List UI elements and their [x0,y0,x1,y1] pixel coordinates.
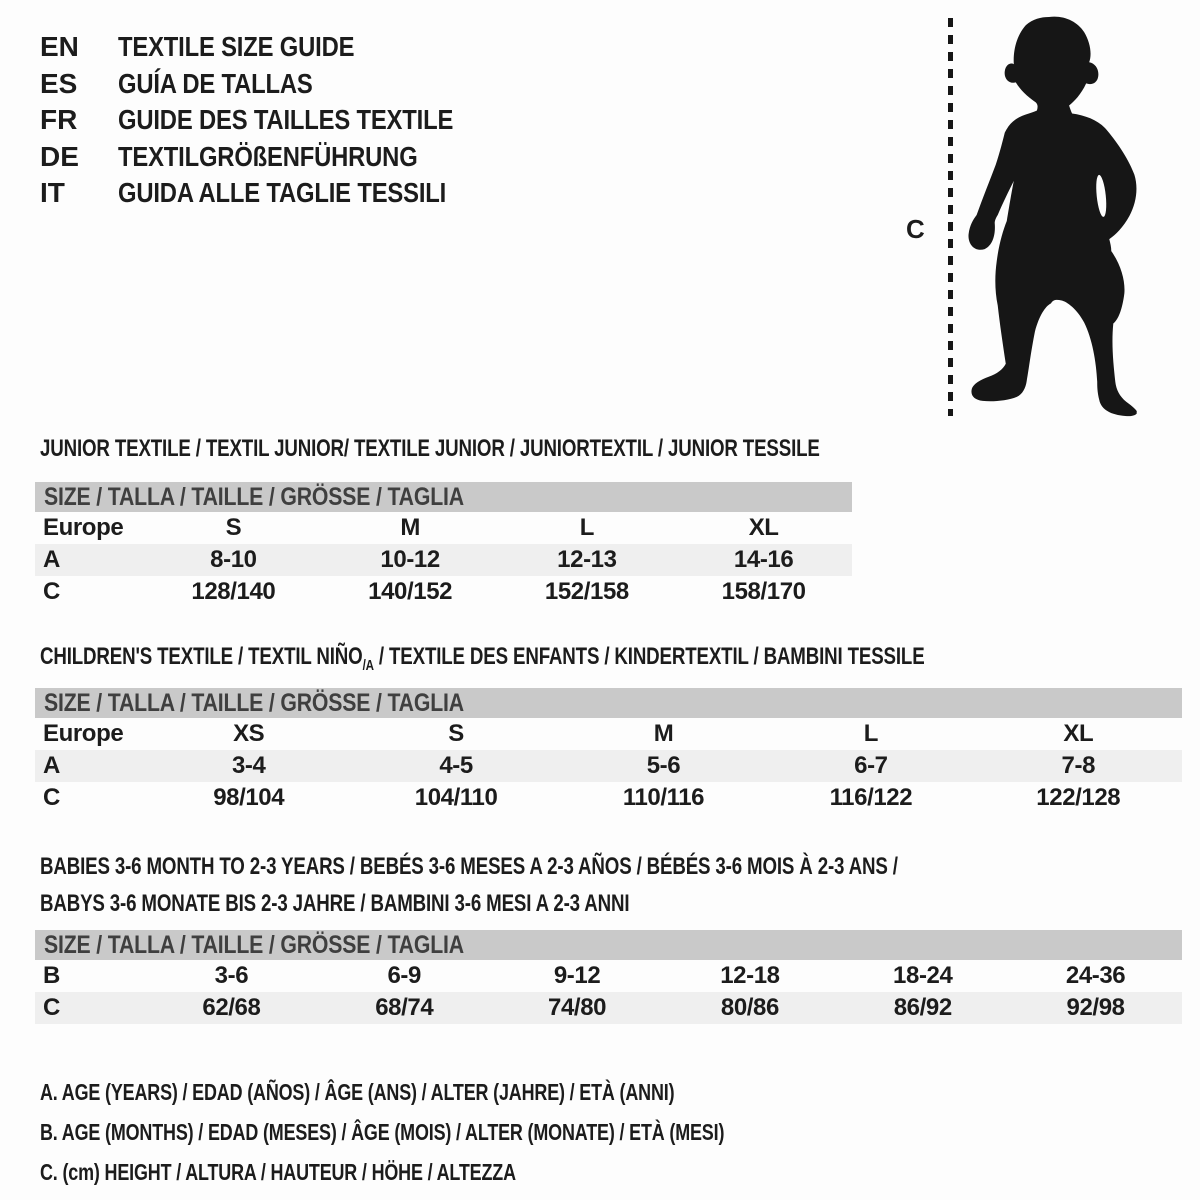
size-cell: 86/92 [893,994,952,1021]
footnote-line: C. (cm) HEIGHT / ALTURA / HAUTEUR / HÖHE / ALTEZZA [40,1159,516,1185]
size-cell: 9-12 [553,962,601,989]
table-row-age [35,750,1182,782]
size-header-bar: SIZE / TALLA / TAILLE / GRÖSSE / TAGLIA [35,688,1182,718]
column-header-cell: Europe [43,720,124,747]
size-cell: 5-6 [646,752,681,779]
column-header-cell: XL [748,514,779,541]
size-cell: 12-18 [720,962,780,989]
size-cell: 152/158 [544,578,629,605]
language-title: GUÍA DE TALLAS [118,67,313,99]
size-cell: 12-13 [557,546,617,573]
column-header-cell: Europe [43,514,124,541]
size-cell: 10-12 [380,546,440,573]
language-code: FR [40,104,78,135]
size-cell: 7-8 [1061,752,1096,779]
size-cell: 8-10 [210,546,257,573]
row-label: B [43,962,60,989]
language-code: ES [40,67,78,99]
children-size-table [35,688,1182,814]
column-header-row [35,718,1182,750]
size-cell: 4-5 [439,752,473,779]
size-cell: 92/98 [1066,994,1125,1021]
language-row [40,139,512,176]
language-title-list [40,29,512,212]
table-row-height [35,782,1182,814]
size-cell: 3-4 [231,752,266,779]
size-cell: 104/110 [414,784,498,811]
size-cell: 140/152 [368,578,453,605]
section-title-junior: JUNIOR TEXTILE / TEXTIL JUNIOR/ TEXTILE JUNIOR / JUNIORTEXTIL / JUNIOR TESSILE [40,435,820,462]
size-header-bar: SIZE / TALLA / TAILLE / GRÖSSE / TAGLIA [35,482,852,512]
column-header-row [35,512,852,544]
height-measure-line [948,18,953,416]
size-header-bar: SIZE / TALLA / TAILLE / GRÖSSE / TAGLIA [35,930,1182,960]
nino-a-subscript: /A [362,657,374,674]
row-label: C [43,994,60,1021]
language-title: TEXTILGRÖßENFÜHRUNG [118,140,418,172]
junior-size-table [35,482,852,608]
table-row-age [35,544,852,576]
row-label: C [43,784,60,811]
language-row [40,175,512,212]
footnote-line: B. AGE (MONTHS) / EDAD (MESES) / ÂGE (MOIS) / ALTER (MONATE) / ETÀ (MESI) [40,1119,725,1145]
section-title-babies: BABIES 3-6 MONTH TO 2-3 YEARS / BEBÉS 3-6 MESES A 2-3 AÑOS / BÉBÉS 3-6 MOIS À 2-3 ANS / BABYS 3-6 MONATE BIS 2-3 JAHRE / BAMBINI 3-6 MESI A 2-3 ANNI [40,853,898,917]
column-header-cell: M [653,720,674,747]
size-cell: 74/80 [548,994,607,1021]
babies-size-table [35,930,1182,1024]
language-code: EN [40,31,79,62]
language-code: DE [40,140,79,172]
language-code: IT [40,177,65,208]
size-cell: 80/86 [720,994,779,1021]
size-cell: 128/140 [191,578,276,605]
size-cell: 116/122 [829,784,913,811]
section-title-children: CHILDREN'S TEXTILE / TEXTIL $NIÑO_{/A}$ / TEXTILE DES ENFANTS / KINDERTEXTIL / BAMBINI TESSILE [40,643,925,674]
row-label: A [43,546,60,573]
table-row-height [35,992,1182,1024]
size-cell: 122/128 [1036,784,1121,811]
row-label: A [43,752,60,779]
table-row-height [35,576,852,608]
column-header-cell: L [579,514,594,541]
size-cell: 62/68 [202,994,261,1021]
size-cell: 68/74 [375,994,434,1021]
language-row [40,66,512,103]
language-title: GUIDA ALLE TAGLIE TESSILI [118,177,447,208]
row-label: C [43,578,60,605]
footnote-legend [40,1072,917,1192]
size-cell: 18-24 [893,962,953,989]
size-cell: 158/170 [721,578,806,605]
size-cell: 98/104 [213,784,285,811]
size-cell: 6-9 [387,962,421,989]
size-cell: 14-16 [733,546,794,573]
language-row [40,29,512,66]
column-header-cell: M [400,514,420,541]
size-cell: 3-6 [214,962,249,989]
language-row [40,102,512,139]
column-header-cell: L [863,720,879,747]
column-header-cell: XS [233,720,265,747]
toddler-silhouette-icon [962,12,1142,419]
column-header-cell: S [225,514,242,541]
column-header-cell: S [448,720,464,747]
column-header-cell: XL [1063,720,1094,747]
size-cell: 24-36 [1065,962,1126,989]
table-row-age-months [35,960,1182,992]
height-measure-label: C [906,214,925,244]
size-cell: 6-7 [854,752,888,779]
language-title: GUIDE DES TAILLES TEXTILE [118,104,454,135]
footnote-line: A. AGE (YEARS) / EDAD (AÑOS) / ÂGE (ANS) / ALTER (JAHRE) / ETÀ (ANNI) [40,1079,675,1105]
size-cell: 110/116 [622,784,705,811]
language-title: TEXTILE SIZE GUIDE [118,31,355,62]
